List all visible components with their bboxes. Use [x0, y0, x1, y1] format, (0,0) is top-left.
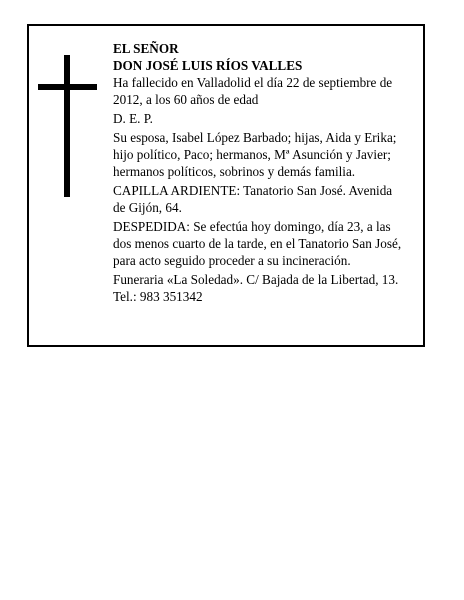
cross-icon-bar — [38, 84, 97, 90]
family-line: Su esposa, Isabel López Barbado; hijas, Aida y Erika; — [113, 130, 397, 145]
chapel-paragraph — [113, 182, 413, 216]
farewell-line: DESPEDIDA: Se efectúa hoy domingo, día 23, a las — [113, 219, 391, 234]
family-line: hermanos políticos, sobrinos y demás familia. — [113, 164, 356, 179]
rip-text: D. E. P. — [113, 111, 153, 126]
funeral-home-line: Funeraria «La Soledad». C/ Bajada de la Libertad, 13. — [113, 272, 399, 287]
family-paragraph — [113, 129, 413, 180]
farewell-line: para acto seguido proceder a su incineración. — [113, 253, 351, 268]
deceased-name: DON JOSÉ LUIS RÍOS VALLES — [113, 58, 303, 73]
heading-title: EL SEÑOR — [113, 41, 179, 56]
family-line: hijo político, Paco; hermanos, Mª Asunción y Javier; — [113, 147, 391, 162]
chapel-line: CAPILLA ARDIENTE: Tanatorio San José. Avenida — [113, 183, 393, 198]
chapel-line: de Gijón, 64. — [113, 200, 182, 215]
obituary-text — [113, 40, 413, 307]
farewell-paragraph — [113, 218, 413, 269]
death-paragraph — [113, 74, 413, 108]
death-line: Ha fallecido en Valladolid el día 22 de septiembre de — [113, 75, 393, 90]
funeral-home-line: Tel.: 983 351342 — [113, 289, 203, 304]
rip-paragraph — [113, 110, 413, 127]
funeral-home-paragraph — [113, 271, 413, 305]
cross-icon — [64, 55, 70, 197]
death-line: 2012, a los 60 años de edad — [113, 92, 259, 107]
farewell-line: dos menos cuarto de la tarde, en el Tanatorio San José, — [113, 236, 402, 251]
